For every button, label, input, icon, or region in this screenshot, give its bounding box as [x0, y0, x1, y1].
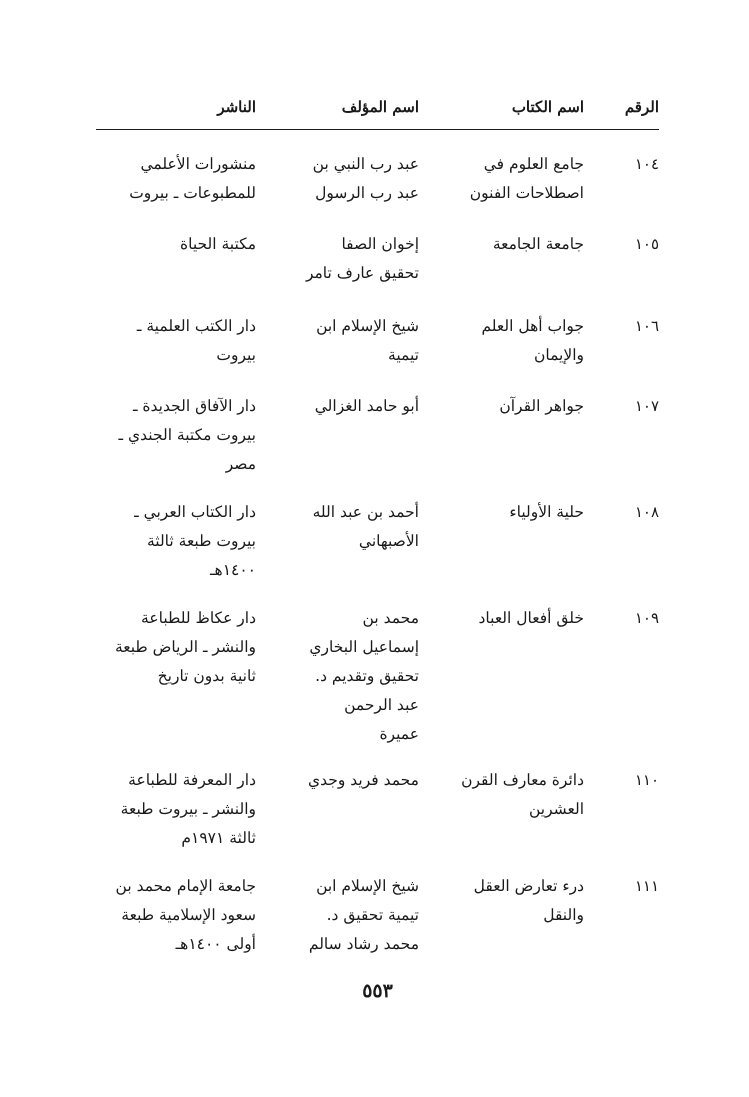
row-number: ١٠٩: [634, 609, 659, 627]
row-author: محمد فريد وجدي: [307, 771, 419, 789]
row-number: ١٠٧: [634, 397, 659, 415]
row-number: ١١٠: [634, 771, 659, 789]
row-book: جواب أهل العلم والإيمان: [481, 317, 584, 364]
row-author: عبد رب النبي بن عبد رب الرسول: [312, 155, 419, 202]
row-book: جامع العلوم في اصطلاحات الفنون: [469, 155, 584, 202]
row-number: ١٠٨: [634, 503, 659, 521]
row-publisher: دار الآفاق الجديدة ـ بيروت مكتبة الجندي ـ مصر: [118, 397, 256, 473]
row-publisher: دار عكاظ للطباعة والنشر ـ الرياض طبعة ثانية بدون تاريخ: [114, 609, 256, 685]
row-author: أحمد بن عبد الله الأصبهاني: [312, 503, 419, 550]
table-header: [96, 98, 659, 128]
row-author: شيخ الإسلام ابن تيمية تحقيق د. محمد رشاد سالم: [308, 877, 419, 953]
page-number: ٥٥٣: [362, 980, 393, 1002]
row-author: محمد بن إسماعيل البخاري تحقيق وتقديم د. عبد الرحمن عميرة: [309, 609, 419, 743]
row-author: أبو حامد الغزالي: [314, 397, 419, 415]
header-divider: [96, 129, 659, 130]
row-book: درء تعارض العقل والنقل: [473, 877, 584, 924]
row-publisher: مكتبة الحياة: [179, 235, 256, 253]
row-author: إخوان الصفا تحقيق عارف تامر: [305, 235, 419, 282]
row-number: ١٠٥: [634, 235, 659, 253]
row-book: جامعة الجامعة: [492, 235, 584, 253]
row-author: شيخ الإسلام ابن تيمية: [316, 317, 419, 364]
header-author-name: اسم المؤلف: [341, 98, 419, 116]
row-book: جواهر القرآن: [499, 397, 584, 415]
bibliography-page: [96, 92, 659, 1052]
header-number: الرقم: [624, 98, 659, 116]
row-book: حلية الأولياء: [509, 503, 584, 521]
row-publisher: منشورات الأعلمي للمطبوعات ـ بيروت: [129, 155, 256, 202]
row-publisher: دار الكتب العلمية ـ بيروت: [136, 317, 256, 364]
header-publisher: الناشر: [217, 98, 256, 116]
row-publisher: دار المعرفة للطباعة والنشر ـ بيروت طبعة ثالثة ١٩٧١م: [120, 771, 256, 847]
row-book: دائرة معارف القرن العشرين: [461, 771, 584, 818]
row-publisher: دار الكتاب العربي ـ بيروت طبعة ثالثة ١٤٠٠هـ: [134, 503, 256, 579]
row-number: ١١١: [634, 877, 659, 895]
header-book-name: اسم الكتاب: [511, 98, 584, 116]
row-publisher: جامعة الإمام محمد بن سعود الإسلامية طبعة أولى ١٤٠٠هـ: [115, 877, 256, 953]
row-book: خلق أفعال العباد: [478, 609, 584, 627]
row-number: ١٠٦: [634, 317, 659, 335]
row-number: ١٠٤: [634, 155, 659, 173]
